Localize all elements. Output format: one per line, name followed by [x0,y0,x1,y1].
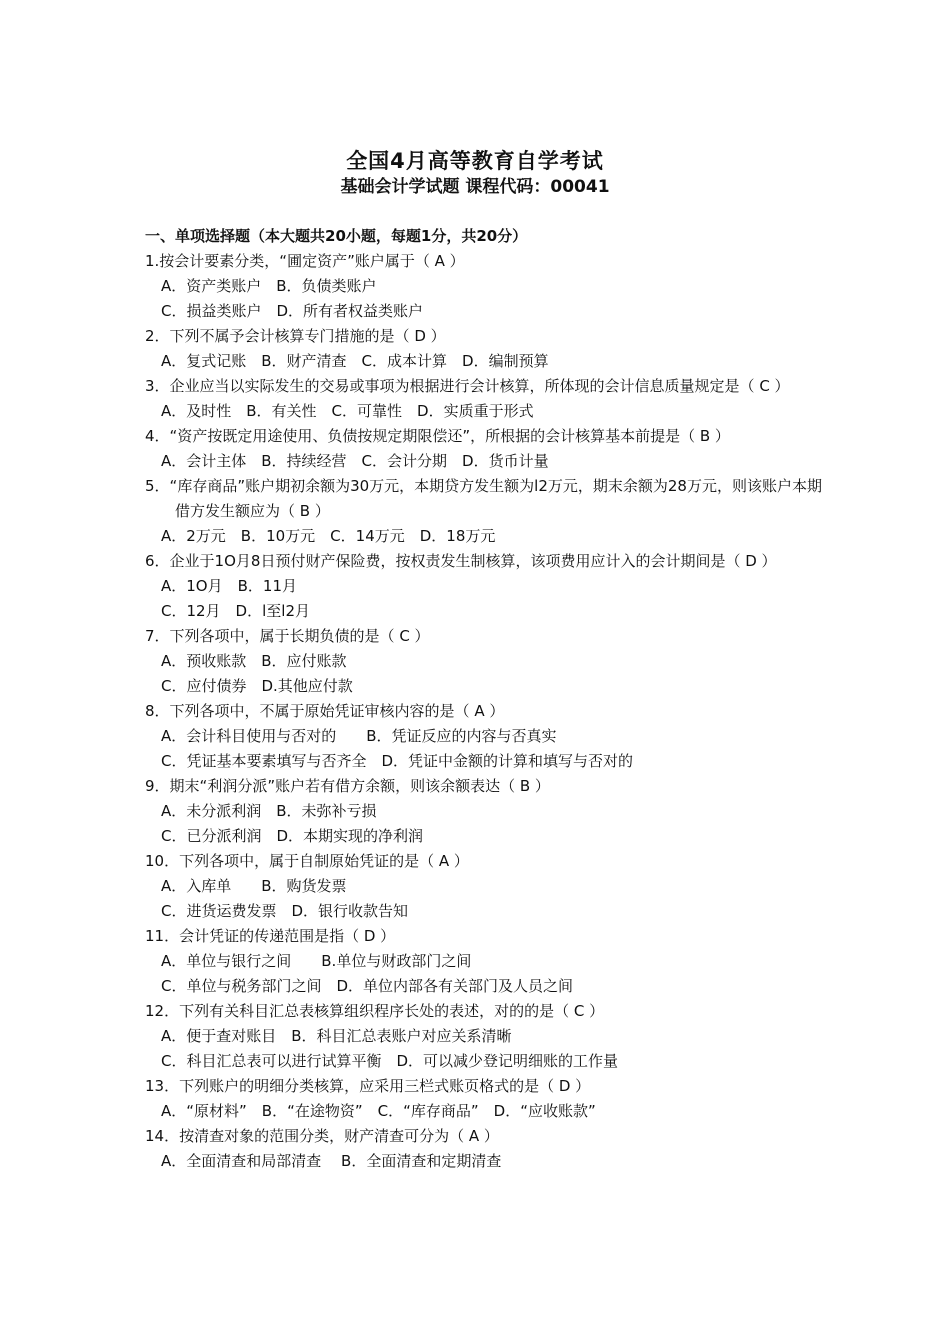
question-text: 2．下列不属予会计核算专门措施的是（ D ） [145,327,446,345]
option-line: C．科目汇总表可以进行试算平衡 D．可以减少登记明细账的工作量 [161,1052,619,1070]
question-text: 10．下列各项中，属于自制原始凭证的是（ A ） [145,852,469,870]
question-text: 7．下列各项中，属于长期负债的是（ C ） [145,627,430,645]
question-text: 9．期末“利润分派”账户若有借方余额，则该余额表达（ B ） [145,777,550,795]
question-text: 14．按清查对象的范围分类，财产清查可分为（ A ） [145,1127,499,1145]
option-line: A．未分派利润 B．未弥补亏损 [161,802,377,820]
question-text: 4．“资产按既定用途使用、负债按规定期限偿还”，所根据的会计核算基本前提是（ B ） [145,427,730,445]
option-line: A．“原材料” B．“在途物资” C．“库存商品” D．“应收账款” [161,1102,596,1120]
option-line: C．损益类账户 D．所有者权益类账户 [161,302,424,320]
option-line: A．资产类账户 B．负债类账户 [161,277,377,295]
option-line: C．单位与税务部门之间 D．单位内部各有关部门及人员之间 [161,977,574,995]
question-11 [145,924,825,999]
question-12 [145,999,825,1074]
question-5 [145,474,825,549]
question-text: 8．下列各项中，不属于原始凭证审核内容的是（ A ） [145,702,505,720]
option-line: C．进货运费发票 D．银行收款告知 [161,902,409,920]
question-9 [145,774,825,849]
question-13 [145,1074,825,1124]
option-line: A．2万元 B．10万元 C．14万元 D．18万元 [161,527,496,545]
option-line: C．已分派利润 D．本期实现的净利润 [161,827,424,845]
option-line: A．会计科目使用与否对的 B．凭证反应的内容与否真实 [161,727,557,745]
option-line: A．入库单 B．购货发票 [161,877,347,895]
question-6 [145,549,825,624]
option-line: A．复式记账 B．财产清查 C．成本计算 D．编制预算 [161,352,549,370]
question-text: 6．企业于1O月8日预付财产保险费，按权责发生制核算，该项费用应计入的会计期间是（ D ） [145,552,777,570]
title-block [0,147,950,199]
section-heading: 一、单项选择题（本大题共20小题，每题1分，共20分） [145,227,528,245]
question-7 [145,624,825,699]
option-line: C．凭证基本要素填写与否齐全 D．凭证中金额的计算和填写与否对的 [161,752,634,770]
question-4 [145,424,825,474]
option-line: A．预收账款 B．应付账款 [161,652,347,670]
question-text: 11．会计凭证的传递范围是指（ D ） [145,927,396,945]
question-1 [145,249,825,324]
question-8 [145,699,825,774]
option-line: A．会计主体 B．持续经营 C．会计分期 D．货币计量 [161,452,549,470]
option-line: C．应付债券 D.其他应付款 [161,677,353,695]
option-line: A．便于查对账目 B．科目汇总表账户对应关系清晰 [161,1027,512,1045]
option-line: A．及时性 B．有关性 C．可靠性 D．实质重于形式 [161,402,534,420]
question-text: 1.按会计要素分类，“圃定资产”账户属于（ A ） [145,252,465,270]
question-text: 12．下列有关科目汇总表核算组织程序长处的表述，对的的是（ C ） [145,1002,605,1020]
option-line: C．12月 D．l至l2月 [161,602,310,620]
document-subtitle: 基础会计学试题 课程代码：00041 [340,177,610,197]
question-3 [145,374,825,424]
question-text: 13．下列账户的明细分类核算，应采用三栏式账页格式的是（ D ） [145,1077,591,1095]
question-text: 3．企业应当以实际发生的交易或事项为根据进行会计核算，所体现的会计信息质量规定是（ C ） [145,377,790,395]
option-line: A．1O月 B．11月 [161,577,297,595]
document-title: 全国4月高等教育自学考试 [346,149,604,173]
question-2 [145,324,825,374]
document-body [145,224,825,1174]
question-10 [145,849,825,924]
question-text: 5．“库存商品”账户期初余额为30万元，本期贷方发生额为l2万元，期末余额为28万元，则该账户本期借方发生额应为（ B ） [145,477,822,520]
option-line: A．全面清查和局部清查 B．全面清查和定期清查 [161,1152,502,1170]
question-14 [145,1124,825,1174]
option-line: A．单位与银行之间 B.单位与财政部门之间 [161,952,472,970]
